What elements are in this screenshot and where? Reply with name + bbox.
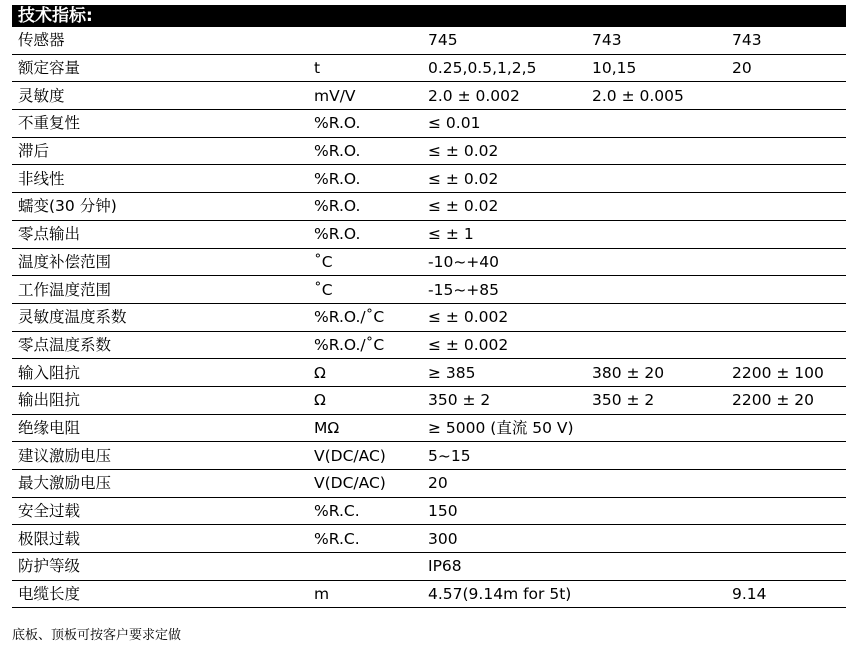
cell-value-743-a xyxy=(586,553,726,581)
cell-parameter: 建议激励电压 xyxy=(12,442,308,470)
table-row xyxy=(12,414,846,442)
cell-unit: %R.O. xyxy=(308,110,422,138)
table-row xyxy=(12,27,846,54)
cell-value-743-b xyxy=(726,414,846,442)
cell-value-743-b xyxy=(726,553,846,581)
cell-value-745: ≤ ± 1 xyxy=(422,220,586,248)
cell-value-743-a: 350 ± 2 xyxy=(586,386,726,414)
cell-value-743-b: 20 xyxy=(726,54,846,82)
cell-value-745: ≤ 0.01 xyxy=(422,110,586,138)
cell-value-743-b xyxy=(726,110,846,138)
cell-value-743-a xyxy=(586,193,726,221)
cell-parameter: 零点温度系数 xyxy=(12,331,308,359)
table-row xyxy=(12,137,846,165)
spec-table-body xyxy=(12,27,846,608)
cell-unit: %R.C. xyxy=(308,525,422,553)
cell-value-745: IP68 xyxy=(422,553,586,581)
cell-parameter: 输入阻抗 xyxy=(12,359,308,387)
cell-value-745: 0.25,0.5,1,2,5 xyxy=(422,54,586,82)
cell-parameter: 温度补偿范围 xyxy=(12,248,308,276)
cell-value-743-a xyxy=(586,497,726,525)
cell-value-745: 300 xyxy=(422,525,586,553)
section-title: 技术指标: xyxy=(12,5,846,27)
cell-parameter: 额定容量 xyxy=(12,54,308,82)
cell-value-743-a xyxy=(586,165,726,193)
table-row xyxy=(12,110,846,138)
cell-value-745: ≤ ± 0.02 xyxy=(422,193,586,221)
cell-unit: ˚C xyxy=(308,276,422,304)
cell-value-743-b: 9.14 xyxy=(726,580,846,608)
cell-value-745: ≥ 5000 (直流 50 V) xyxy=(422,414,586,442)
cell-parameter: 灵敏度温度系数 xyxy=(12,303,308,331)
cell-parameter: 绝缘电阻 xyxy=(12,414,308,442)
cell-value-745: ≥ 385 xyxy=(422,359,586,387)
cell-value-745: 745 xyxy=(422,27,586,54)
cell-value-743-a xyxy=(586,331,726,359)
cell-value-743-a: 10,15 xyxy=(586,54,726,82)
table-row xyxy=(12,276,846,304)
cell-unit: ˚C xyxy=(308,248,422,276)
cell-value-743-b xyxy=(726,165,846,193)
table-row xyxy=(12,442,846,470)
cell-value-745: 150 xyxy=(422,497,586,525)
cell-value-745: ≤ ± 0.02 xyxy=(422,165,586,193)
table-row xyxy=(12,331,846,359)
cell-unit: %R.O. xyxy=(308,137,422,165)
cell-value-745: 2.0 ± 0.002 xyxy=(422,82,586,110)
cell-unit: Ω xyxy=(308,359,422,387)
cell-value-743-a xyxy=(586,220,726,248)
cell-value-743-b xyxy=(726,248,846,276)
cell-value-745: 5~15 xyxy=(422,442,586,470)
cell-unit: %R.O. xyxy=(308,193,422,221)
spec-table xyxy=(12,5,846,608)
table-row xyxy=(12,54,846,82)
cell-unit: %R.O./˚C xyxy=(308,303,422,331)
cell-value-743-b: 2200 ± 100 xyxy=(726,359,846,387)
cell-value-743-b: 743 xyxy=(726,27,846,54)
cell-value-743-b xyxy=(726,525,846,553)
cell-parameter: 工作温度范围 xyxy=(12,276,308,304)
cell-value-745: 4.57(9.14m for 5t) xyxy=(422,580,586,608)
cell-unit: %R.O./˚C xyxy=(308,331,422,359)
cell-parameter: 零点输出 xyxy=(12,220,308,248)
cell-value-743-a xyxy=(586,276,726,304)
cell-value-745: ≤ ± 0.002 xyxy=(422,331,586,359)
cell-value-743-a xyxy=(586,137,726,165)
table-row xyxy=(12,220,846,248)
table-row xyxy=(12,359,846,387)
cell-parameter: 输出阻抗 xyxy=(12,386,308,414)
cell-value-743-b xyxy=(726,442,846,470)
footnote: 底板、顶板可按客户要求定做 xyxy=(12,628,182,643)
cell-parameter: 电缆长度 xyxy=(12,580,308,608)
cell-unit: MΩ xyxy=(308,414,422,442)
cell-parameter: 灵敏度 xyxy=(12,82,308,110)
cell-value-743-b: 2200 ± 20 xyxy=(726,386,846,414)
cell-value-743-b xyxy=(726,331,846,359)
cell-value-743-a xyxy=(586,303,726,331)
cell-value-743-a xyxy=(586,414,726,442)
cell-value-745: 350 ± 2 xyxy=(422,386,586,414)
cell-unit: Ω xyxy=(308,386,422,414)
cell-value-743-a xyxy=(586,110,726,138)
cell-value-743-a: 2.0 ± 0.005 xyxy=(586,82,726,110)
cell-unit: V(DC/AC) xyxy=(308,442,422,470)
cell-value-745: -15~+85 xyxy=(422,276,586,304)
cell-value-745: ≤ ± 0.002 xyxy=(422,303,586,331)
cell-value-743-a xyxy=(586,442,726,470)
cell-unit: mV/V xyxy=(308,82,422,110)
cell-value-743-b xyxy=(726,137,846,165)
cell-unit: t xyxy=(308,54,422,82)
cell-unit: %R.O. xyxy=(308,165,422,193)
table-row xyxy=(12,580,846,608)
cell-unit xyxy=(308,553,422,581)
table-row xyxy=(12,303,846,331)
cell-unit xyxy=(308,27,422,54)
cell-value-743-b xyxy=(726,220,846,248)
cell-parameter: 传感器 xyxy=(12,27,308,54)
cell-value-743-a xyxy=(586,525,726,553)
table-row xyxy=(12,386,846,414)
table-row xyxy=(12,193,846,221)
cell-parameter: 安全过载 xyxy=(12,497,308,525)
table-row xyxy=(12,497,846,525)
cell-unit: V(DC/AC) xyxy=(308,470,422,498)
cell-value-743-a xyxy=(586,580,726,608)
cell-value-743-b xyxy=(726,497,846,525)
cell-parameter: 蠕变(30 分钟) xyxy=(12,193,308,221)
table-row xyxy=(12,248,846,276)
table-row xyxy=(12,165,846,193)
cell-value-743-a xyxy=(586,470,726,498)
cell-unit: %R.C. xyxy=(308,497,422,525)
table-row xyxy=(12,470,846,498)
cell-value-743-b xyxy=(726,470,846,498)
table-row xyxy=(12,82,846,110)
cell-unit: %R.O. xyxy=(308,220,422,248)
cell-value-745: -10~+40 xyxy=(422,248,586,276)
cell-parameter: 非线性 xyxy=(12,165,308,193)
cell-parameter: 防护等级 xyxy=(12,553,308,581)
cell-parameter: 最大激励电压 xyxy=(12,470,308,498)
cell-parameter: 极限过载 xyxy=(12,525,308,553)
cell-value-743-b xyxy=(726,82,846,110)
cell-value-743-b xyxy=(726,303,846,331)
cell-value-743-a xyxy=(586,248,726,276)
cell-value-743-b xyxy=(726,193,846,221)
cell-value-745: ≤ ± 0.02 xyxy=(422,137,586,165)
table-row xyxy=(12,553,846,581)
cell-value-745: 20 xyxy=(422,470,586,498)
cell-unit: m xyxy=(308,580,422,608)
cell-value-743-b xyxy=(726,276,846,304)
cell-parameter: 不重复性 xyxy=(12,110,308,138)
table-row xyxy=(12,525,846,553)
cell-value-743-a: 380 ± 20 xyxy=(586,359,726,387)
cell-parameter: 滞后 xyxy=(12,137,308,165)
cell-value-743-a: 743 xyxy=(586,27,726,54)
